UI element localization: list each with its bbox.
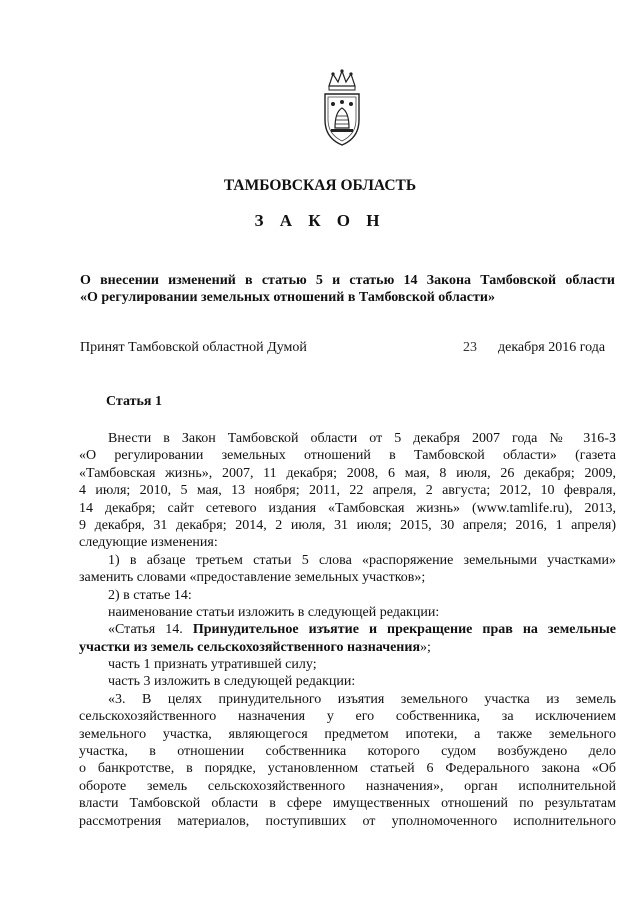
text-line: участка, в отношении собственника которого судом возбуждено дело [79, 744, 616, 760]
article14-close: »; [420, 639, 431, 655]
text-line: 4 июля; 2010, 5 мая, 13 ноября; 2011, 22 апреля, 2 августа; 2012, 10 февраля, [79, 483, 616, 499]
article-body [79, 430, 616, 830]
text-line: о банкротстве, в порядке, установленном статьей 6 Федерального закона «Об [79, 761, 616, 777]
text-line: 9 декабря, 31 декабря; 2014, 2 июля, 31 июля; 2015, 30 апреля; 2016, 1 апреля) [79, 517, 616, 533]
text-line: земельного участка, являющегося предметом ипотеки, а также земельного [79, 726, 616, 742]
text-line: «Тамбовская жизнь», 2007, 11 декабря; 2008, 6 мая, 8 июля, 26 декабря; 2009, [79, 465, 616, 481]
text-line: 1) в абзаце третьем статьи 5 слова «распоряжение земельными участками» [108, 552, 616, 568]
text-line: «О регулировании земельных отношений в Тамбовской области» (газета [79, 448, 616, 464]
article-heading: Статья 1 [106, 394, 162, 409]
text-line [79, 639, 616, 656]
title-line: О внесении изменений в статью 5 и статью 14 Закона Тамбовской области [80, 273, 615, 288]
document-type: З А К О Н [254, 211, 386, 230]
text-line: часть 3 изложить в следующей редакции: [108, 674, 356, 690]
adoption-day: 23 [463, 340, 477, 355]
text-line: следующие изменения: [79, 535, 218, 551]
text-line: 14 декабря; сайт сетевого издания «Тамбовская жизнь» (www.tamlife.ru), 2013, [79, 500, 616, 516]
text-line: рассмотрения материалов, поступивших от уполномоченного исполнительного [79, 813, 616, 829]
coat-of-arms-icon [319, 68, 365, 148]
text-line: Внести в Закон Тамбовской области от 5 декабря 2007 года № 316-З [108, 431, 616, 446]
title-line: «О регулировании земельных отношений в Тамбовской области» [80, 290, 495, 306]
adopted-by: Принят Тамбовской областной Думой [80, 340, 307, 355]
text-line: 2) в статье 14: [108, 587, 192, 603]
law-title [80, 272, 615, 307]
article14-title-part1: Принудительное изъятие и прекращение прав на земельные [192, 622, 616, 638]
text-line: «3. В целях принудительного изъятия земельного участка из земель [108, 691, 616, 707]
text-line: обороте земель сельскохозяйственного назначения», орган исполнительной [79, 778, 616, 794]
region-name: ТАМБОВСКАЯ ОБЛАСТЬ [223, 177, 417, 194]
text-line: часть 1 признать утратившей силу; [108, 657, 317, 673]
adoption-date: декабря 2016 года [498, 340, 606, 355]
text-line [79, 621, 616, 638]
article14-label: «Статья 14. [108, 622, 183, 638]
text-line: наименование статьи изложить в следующей редакции: [108, 604, 440, 620]
text-line: власти Тамбовской области в сфере имущественных отношений по результатам [79, 796, 616, 812]
text-line: сельскохозяйственного назначения у его собственника, за исключением [79, 709, 616, 725]
article14-title-part2: участки из земель сельскохозяйственного назначения [79, 639, 421, 655]
text-line: заменить словами «предоставление земельных участков»; [79, 570, 426, 586]
